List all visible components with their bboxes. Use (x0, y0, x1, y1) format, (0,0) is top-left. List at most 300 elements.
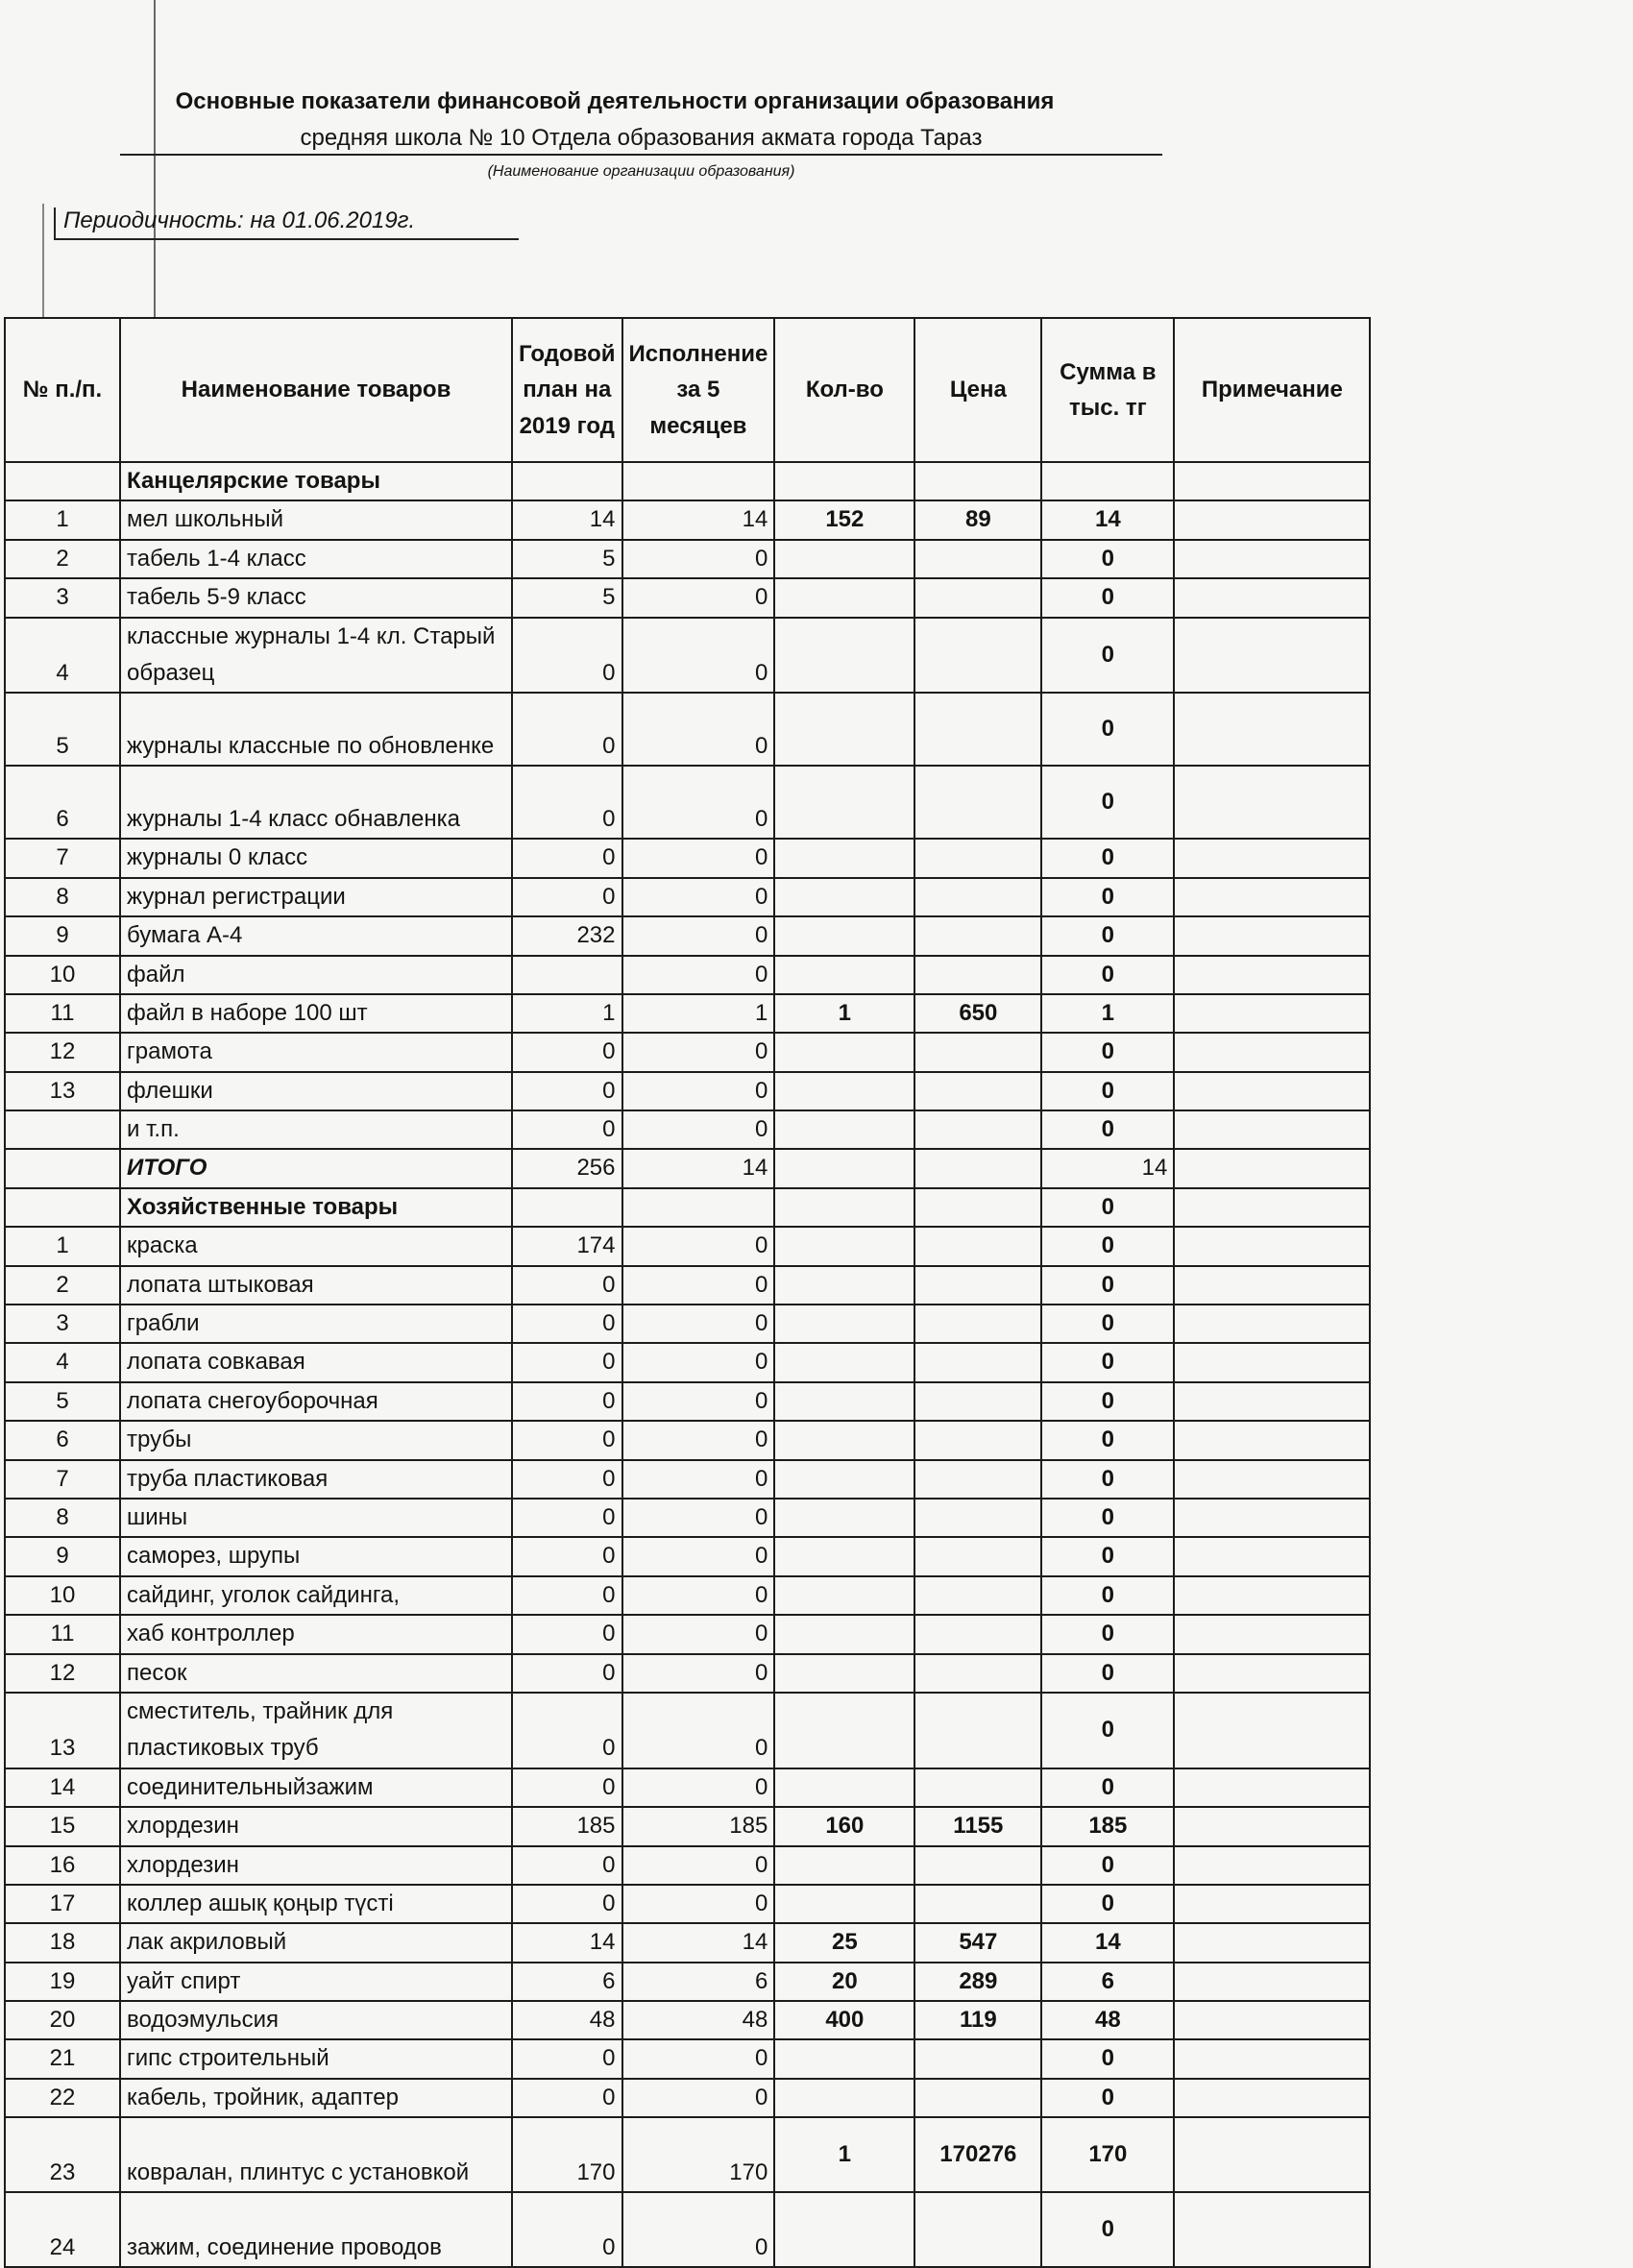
qty-cell (774, 916, 914, 955)
item-name: бумага А-4 (120, 916, 512, 955)
price-cell (914, 618, 1041, 694)
sum-cell: 14 (1041, 500, 1174, 539)
qty-cell (774, 1615, 914, 1653)
item-name: соединительныйзажим (120, 1768, 512, 1807)
table-row (5, 916, 1370, 955)
price-cell (914, 1654, 1041, 1693)
plan-cell: 14 (512, 500, 622, 539)
row-number: 6 (5, 1421, 120, 1459)
note-cell (1174, 540, 1370, 578)
plan-cell: 0 (512, 1846, 622, 1885)
note-cell (1174, 2192, 1370, 2267)
price-cell (914, 1227, 1041, 1265)
plan-cell: 185 (512, 1807, 622, 1845)
scan-margin-line (154, 0, 156, 317)
row-number: 12 (5, 1654, 120, 1693)
sum-cell: 0 (1041, 1382, 1174, 1421)
plan-cell: 0 (512, 2192, 622, 2267)
qty-cell (774, 1885, 914, 1923)
price-cell (914, 766, 1041, 839)
table-row (5, 1693, 1370, 1768)
note-cell (1174, 1188, 1370, 1227)
col-header-price: Цена (914, 318, 1041, 462)
table-row (5, 618, 1370, 694)
table-row (5, 1072, 1370, 1110)
price-cell (914, 1615, 1041, 1653)
done-cell (622, 462, 775, 500)
row-number: 11 (5, 1615, 120, 1653)
plan-cell: 0 (512, 1343, 622, 1381)
note-cell (1174, 1846, 1370, 1885)
qty-cell (774, 1305, 914, 1343)
done-cell: 14 (622, 1923, 775, 1962)
organization-name: средняя школа № 10 Отдела образования акмата города Тараз (120, 125, 1162, 156)
table-row (5, 2117, 1370, 2192)
item-name: журналы классные по обновленке (120, 693, 512, 766)
done-cell: 0 (622, 578, 775, 617)
sum-cell: 0 (1041, 1343, 1174, 1381)
note-cell (1174, 1615, 1370, 1653)
price-cell: 1155 (914, 1807, 1041, 1845)
price-cell (914, 1072, 1041, 1110)
price-cell (914, 878, 1041, 916)
item-name: трубы (120, 1421, 512, 1459)
price-cell (914, 1693, 1041, 1768)
table-row (5, 1885, 1370, 1923)
plan-cell: 0 (512, 1382, 622, 1421)
item-name: саморез, шрупы (120, 1537, 512, 1575)
row-number: 14 (5, 1768, 120, 1807)
table-row (5, 1923, 1370, 1962)
done-cell: 0 (622, 839, 775, 877)
note-cell (1174, 500, 1370, 539)
plan-cell: 0 (512, 839, 622, 877)
organization-caption: (Наименование организации образования) (487, 163, 795, 180)
col-header-name: Наименование товаров (120, 318, 512, 462)
done-cell: 0 (622, 1421, 775, 1459)
note-cell (1174, 1768, 1370, 1807)
qty-cell (774, 578, 914, 617)
done-cell: 0 (622, 1768, 775, 1807)
table-row (5, 766, 1370, 839)
plan-cell: 0 (512, 618, 622, 694)
price-cell (914, 916, 1041, 955)
table-row (5, 540, 1370, 578)
plan-cell: 170 (512, 2117, 622, 2192)
scan-margin-line (42, 204, 44, 319)
price-cell (914, 1149, 1041, 1187)
qty-cell (774, 1266, 914, 1305)
item-name: флешки (120, 1072, 512, 1110)
done-cell: 0 (622, 1654, 775, 1693)
item-name: файл в наборе 100 шт (120, 994, 512, 1033)
done-cell: 0 (622, 1227, 775, 1265)
qty-cell: 152 (774, 500, 914, 539)
row-number: 17 (5, 1885, 120, 1923)
done-cell: 6 (622, 1963, 775, 2001)
qty-cell (774, 1033, 914, 1071)
qty-cell: 400 (774, 2001, 914, 2039)
sum-cell: 185 (1041, 1807, 1174, 1845)
table-row (5, 1615, 1370, 1653)
done-cell (622, 1188, 775, 1227)
plan-cell (512, 956, 622, 994)
row-number (5, 1110, 120, 1149)
row-number: 3 (5, 578, 120, 617)
done-cell: 0 (622, 2039, 775, 2078)
done-cell: 0 (622, 1110, 775, 1149)
table-row (5, 1305, 1370, 1343)
table-row (5, 2079, 1370, 2117)
price-cell (914, 1305, 1041, 1343)
row-number: 1 (5, 1227, 120, 1265)
price-cell (914, 1110, 1041, 1149)
plan-cell: 0 (512, 2079, 622, 2117)
item-name: лопата штыковая (120, 1266, 512, 1305)
note-cell (1174, 2079, 1370, 2117)
done-cell: 0 (622, 1499, 775, 1537)
price-cell (914, 1768, 1041, 1807)
note-cell (1174, 1227, 1370, 1265)
price-cell: 547 (914, 1923, 1041, 1962)
note-cell (1174, 1923, 1370, 1962)
total-label: ИТОГО (120, 1149, 512, 1187)
price-cell: 170276 (914, 2117, 1041, 2192)
table-row (5, 878, 1370, 916)
table-row (5, 1382, 1370, 1421)
sum-cell: 0 (1041, 1499, 1174, 1537)
row-number: 2 (5, 540, 120, 578)
plan-cell: 14 (512, 1923, 622, 1962)
row-number: 10 (5, 956, 120, 994)
table-row (5, 839, 1370, 877)
row-number (5, 1188, 120, 1227)
price-cell (914, 839, 1041, 877)
item-name: хлордезин (120, 1807, 512, 1845)
qty-cell (774, 1499, 914, 1537)
row-number: 19 (5, 1963, 120, 2001)
qty-cell (774, 1072, 914, 1110)
done-cell: 48 (622, 2001, 775, 2039)
item-name: коллер ашық қоңыр түсті (120, 1885, 512, 1923)
plan-cell: 0 (512, 1768, 622, 1807)
plan-cell: 0 (512, 1033, 622, 1071)
qty-cell: 160 (774, 1807, 914, 1845)
done-cell: 185 (622, 1807, 775, 1845)
plan-cell (512, 462, 622, 500)
plan-cell: 5 (512, 540, 622, 578)
plan-cell: 1 (512, 994, 622, 1033)
price-cell (914, 1885, 1041, 1923)
item-name: уайт спирт (120, 1963, 512, 2001)
item-name: грабли (120, 1305, 512, 1343)
note-cell (1174, 2117, 1370, 2192)
plan-cell: 0 (512, 1885, 622, 1923)
row-number: 8 (5, 878, 120, 916)
note-cell (1174, 956, 1370, 994)
qty-cell (774, 1768, 914, 1807)
price-cell (914, 1266, 1041, 1305)
price-cell (914, 578, 1041, 617)
row-number: 24 (5, 2192, 120, 2267)
row-number: 8 (5, 1499, 120, 1537)
qty-cell (774, 618, 914, 694)
qty-cell (774, 766, 914, 839)
done-cell: 0 (622, 540, 775, 578)
sum-cell: 0 (1041, 1305, 1174, 1343)
qty-cell (774, 839, 914, 877)
plan-cell: 0 (512, 1110, 622, 1149)
sum-cell: 0 (1041, 1110, 1174, 1149)
sum-cell: 170 (1041, 2117, 1174, 2192)
row-number: 7 (5, 1460, 120, 1499)
plan-cell: 232 (512, 916, 622, 955)
sum-cell: 1 (1041, 994, 1174, 1033)
note-cell (1174, 1654, 1370, 1693)
note-cell (1174, 994, 1370, 1033)
section-header-row (5, 462, 1370, 500)
done-cell: 0 (622, 916, 775, 955)
row-number: 2 (5, 1266, 120, 1305)
done-cell: 0 (622, 1266, 775, 1305)
done-cell: 1 (622, 994, 775, 1033)
table-row (5, 956, 1370, 994)
done-cell: 0 (622, 956, 775, 994)
qty-cell (774, 1693, 914, 1768)
col-header-num: № п./п. (5, 318, 120, 462)
table-row (5, 1654, 1370, 1693)
table-row (5, 1963, 1370, 2001)
done-cell: 0 (622, 1460, 775, 1499)
plan-cell: 0 (512, 1305, 622, 1343)
row-number: 7 (5, 839, 120, 877)
item-name: журналы 0 класс (120, 839, 512, 877)
qty-cell (774, 956, 914, 994)
sum-cell: 0 (1041, 2039, 1174, 2078)
sum-cell: 14 (1041, 1149, 1174, 1187)
sum-cell: 0 (1041, 1654, 1174, 1693)
table-row (5, 1033, 1370, 1071)
item-name: мел школьный (120, 500, 512, 539)
price-cell (914, 1188, 1041, 1227)
qty-cell (774, 2079, 914, 2117)
sum-cell: 6 (1041, 1963, 1174, 2001)
done-cell: 0 (622, 2079, 775, 2117)
row-number: 11 (5, 994, 120, 1033)
qty-cell (774, 1654, 914, 1693)
price-cell (914, 462, 1041, 500)
qty-cell (774, 1343, 914, 1381)
note-cell (1174, 1576, 1370, 1615)
sum-cell: 0 (1041, 916, 1174, 955)
table-row (5, 1537, 1370, 1575)
price-cell: 119 (914, 2001, 1041, 2039)
plan-cell: 0 (512, 1615, 622, 1653)
plan-cell: 5 (512, 578, 622, 617)
note-cell (1174, 1072, 1370, 1110)
row-number: 6 (5, 766, 120, 839)
sum-cell: 0 (1041, 1576, 1174, 1615)
done-cell: 0 (622, 1846, 775, 1885)
financial-table (4, 317, 1371, 2268)
row-number: 18 (5, 1923, 120, 1962)
note-cell (1174, 1343, 1370, 1381)
item-name: кабель, тройник, адаптер (120, 2079, 512, 2117)
note-cell (1174, 618, 1370, 694)
item-name: классные журналы 1-4 кл. Старый образец (120, 618, 512, 694)
row-number: 20 (5, 2001, 120, 2039)
plan-cell: 0 (512, 1266, 622, 1305)
item-name: файл (120, 956, 512, 994)
sum-cell: 0 (1041, 618, 1174, 694)
price-cell (914, 540, 1041, 578)
item-name: табель 5-9 класс (120, 578, 512, 617)
row-number: 3 (5, 1305, 120, 1343)
sum-cell: 0 (1041, 693, 1174, 766)
item-name: водоэмульсия (120, 2001, 512, 2039)
sum-cell: 48 (1041, 2001, 1174, 2039)
done-cell: 0 (622, 1537, 775, 1575)
sum-cell: 0 (1041, 578, 1174, 617)
price-cell: 289 (914, 1963, 1041, 2001)
qty-cell (774, 1188, 914, 1227)
qty-cell (774, 1149, 914, 1187)
row-number: 13 (5, 1072, 120, 1110)
item-name: сместитель, трайник для пластиковых труб (120, 1693, 512, 1768)
row-number: 9 (5, 916, 120, 955)
item-name: лопата снегоуборочная (120, 1382, 512, 1421)
note-cell (1174, 578, 1370, 617)
plan-cell: 0 (512, 1693, 622, 1768)
sum-cell: 0 (1041, 1188, 1174, 1227)
section-header-row (5, 1188, 1370, 1227)
plan-cell: 0 (512, 1576, 622, 1615)
item-name: журнал регистрации (120, 878, 512, 916)
sum-cell: 0 (1041, 1537, 1174, 1575)
item-name: журналы 1-4 класс обнавленка (120, 766, 512, 839)
price-cell: 650 (914, 994, 1041, 1033)
sum-cell: 0 (1041, 1768, 1174, 1807)
sum-cell: 0 (1041, 878, 1174, 916)
note-cell (1174, 1149, 1370, 1187)
price-cell (914, 956, 1041, 994)
row-number: 13 (5, 1693, 120, 1768)
done-cell: 0 (622, 1072, 775, 1110)
qty-cell (774, 1576, 914, 1615)
sum-cell: 0 (1041, 1885, 1174, 1923)
table-row (5, 1807, 1370, 1845)
table-row (5, 1460, 1370, 1499)
plan-cell: 6 (512, 1963, 622, 2001)
note-cell (1174, 1460, 1370, 1499)
qty-cell (774, 1110, 914, 1149)
row-number: 23 (5, 2117, 120, 2192)
col-header-note: Примечание (1174, 318, 1370, 462)
qty-cell: 25 (774, 1923, 914, 1962)
row-number: 1 (5, 500, 120, 539)
item-name: табель 1-4 класс (120, 540, 512, 578)
table-row (5, 1266, 1370, 1305)
note-cell (1174, 1807, 1370, 1845)
done-cell: 0 (622, 766, 775, 839)
price-cell (914, 2079, 1041, 2117)
note-cell (1174, 1382, 1370, 1421)
done-cell: 0 (622, 693, 775, 766)
table-row (5, 1110, 1370, 1149)
section-title: Хозяйственные товары (120, 1188, 512, 1227)
row-number: 4 (5, 618, 120, 694)
note-cell (1174, 1537, 1370, 1575)
row-number: 16 (5, 1846, 120, 1885)
done-cell: 0 (622, 1382, 775, 1421)
done-cell: 0 (622, 878, 775, 916)
price-cell (914, 2039, 1041, 2078)
sum-cell: 0 (1041, 1460, 1174, 1499)
sum-cell: 0 (1041, 1421, 1174, 1459)
plan-cell: 174 (512, 1227, 622, 1265)
note-cell (1174, 1266, 1370, 1305)
item-name: песок (120, 1654, 512, 1693)
item-name: сайдинг, уголок сайдинга, (120, 1576, 512, 1615)
plan-cell: 0 (512, 766, 622, 839)
qty-cell (774, 878, 914, 916)
sum-cell: 0 (1041, 1693, 1174, 1768)
item-name: шины (120, 1499, 512, 1537)
sum-cell: 0 (1041, 766, 1174, 839)
table-row (5, 994, 1370, 1033)
qty-cell (774, 693, 914, 766)
note-cell (1174, 462, 1370, 500)
qty-cell: 20 (774, 1963, 914, 2001)
table-row (5, 1576, 1370, 1615)
note-cell (1174, 878, 1370, 916)
price-cell (914, 2192, 1041, 2267)
table-row (5, 693, 1370, 766)
sum-cell: 0 (1041, 1846, 1174, 1885)
row-number: 21 (5, 2039, 120, 2078)
sum-cell (1041, 462, 1174, 500)
item-name: гипс строительный (120, 2039, 512, 2078)
note-cell (1174, 916, 1370, 955)
plan-cell: 48 (512, 2001, 622, 2039)
done-cell: 0 (622, 2192, 775, 2267)
qty-cell (774, 540, 914, 578)
table-row (5, 2001, 1370, 2039)
plan-cell: 0 (512, 693, 622, 766)
done-cell: 0 (622, 1305, 775, 1343)
sum-cell: 0 (1041, 1072, 1174, 1110)
table-row (5, 1421, 1370, 1459)
col-header-plan: Годовой план на 2019 год (512, 318, 622, 462)
sum-cell: 0 (1041, 1227, 1174, 1265)
note-cell (1174, 1305, 1370, 1343)
sum-cell: 0 (1041, 1033, 1174, 1071)
note-cell (1174, 693, 1370, 766)
note-cell (1174, 1421, 1370, 1459)
plan-cell: 0 (512, 2039, 622, 2078)
qty-cell (774, 1460, 914, 1499)
plan-cell: 0 (512, 1072, 622, 1110)
qty-cell (774, 1846, 914, 1885)
price-cell (914, 1460, 1041, 1499)
table-row (5, 1343, 1370, 1381)
sum-cell: 0 (1041, 2079, 1174, 2117)
table-header-row (5, 318, 1370, 462)
item-name: краска (120, 1227, 512, 1265)
plan-cell: 256 (512, 1149, 622, 1187)
sum-cell: 0 (1041, 956, 1174, 994)
qty-cell (774, 2039, 914, 2078)
